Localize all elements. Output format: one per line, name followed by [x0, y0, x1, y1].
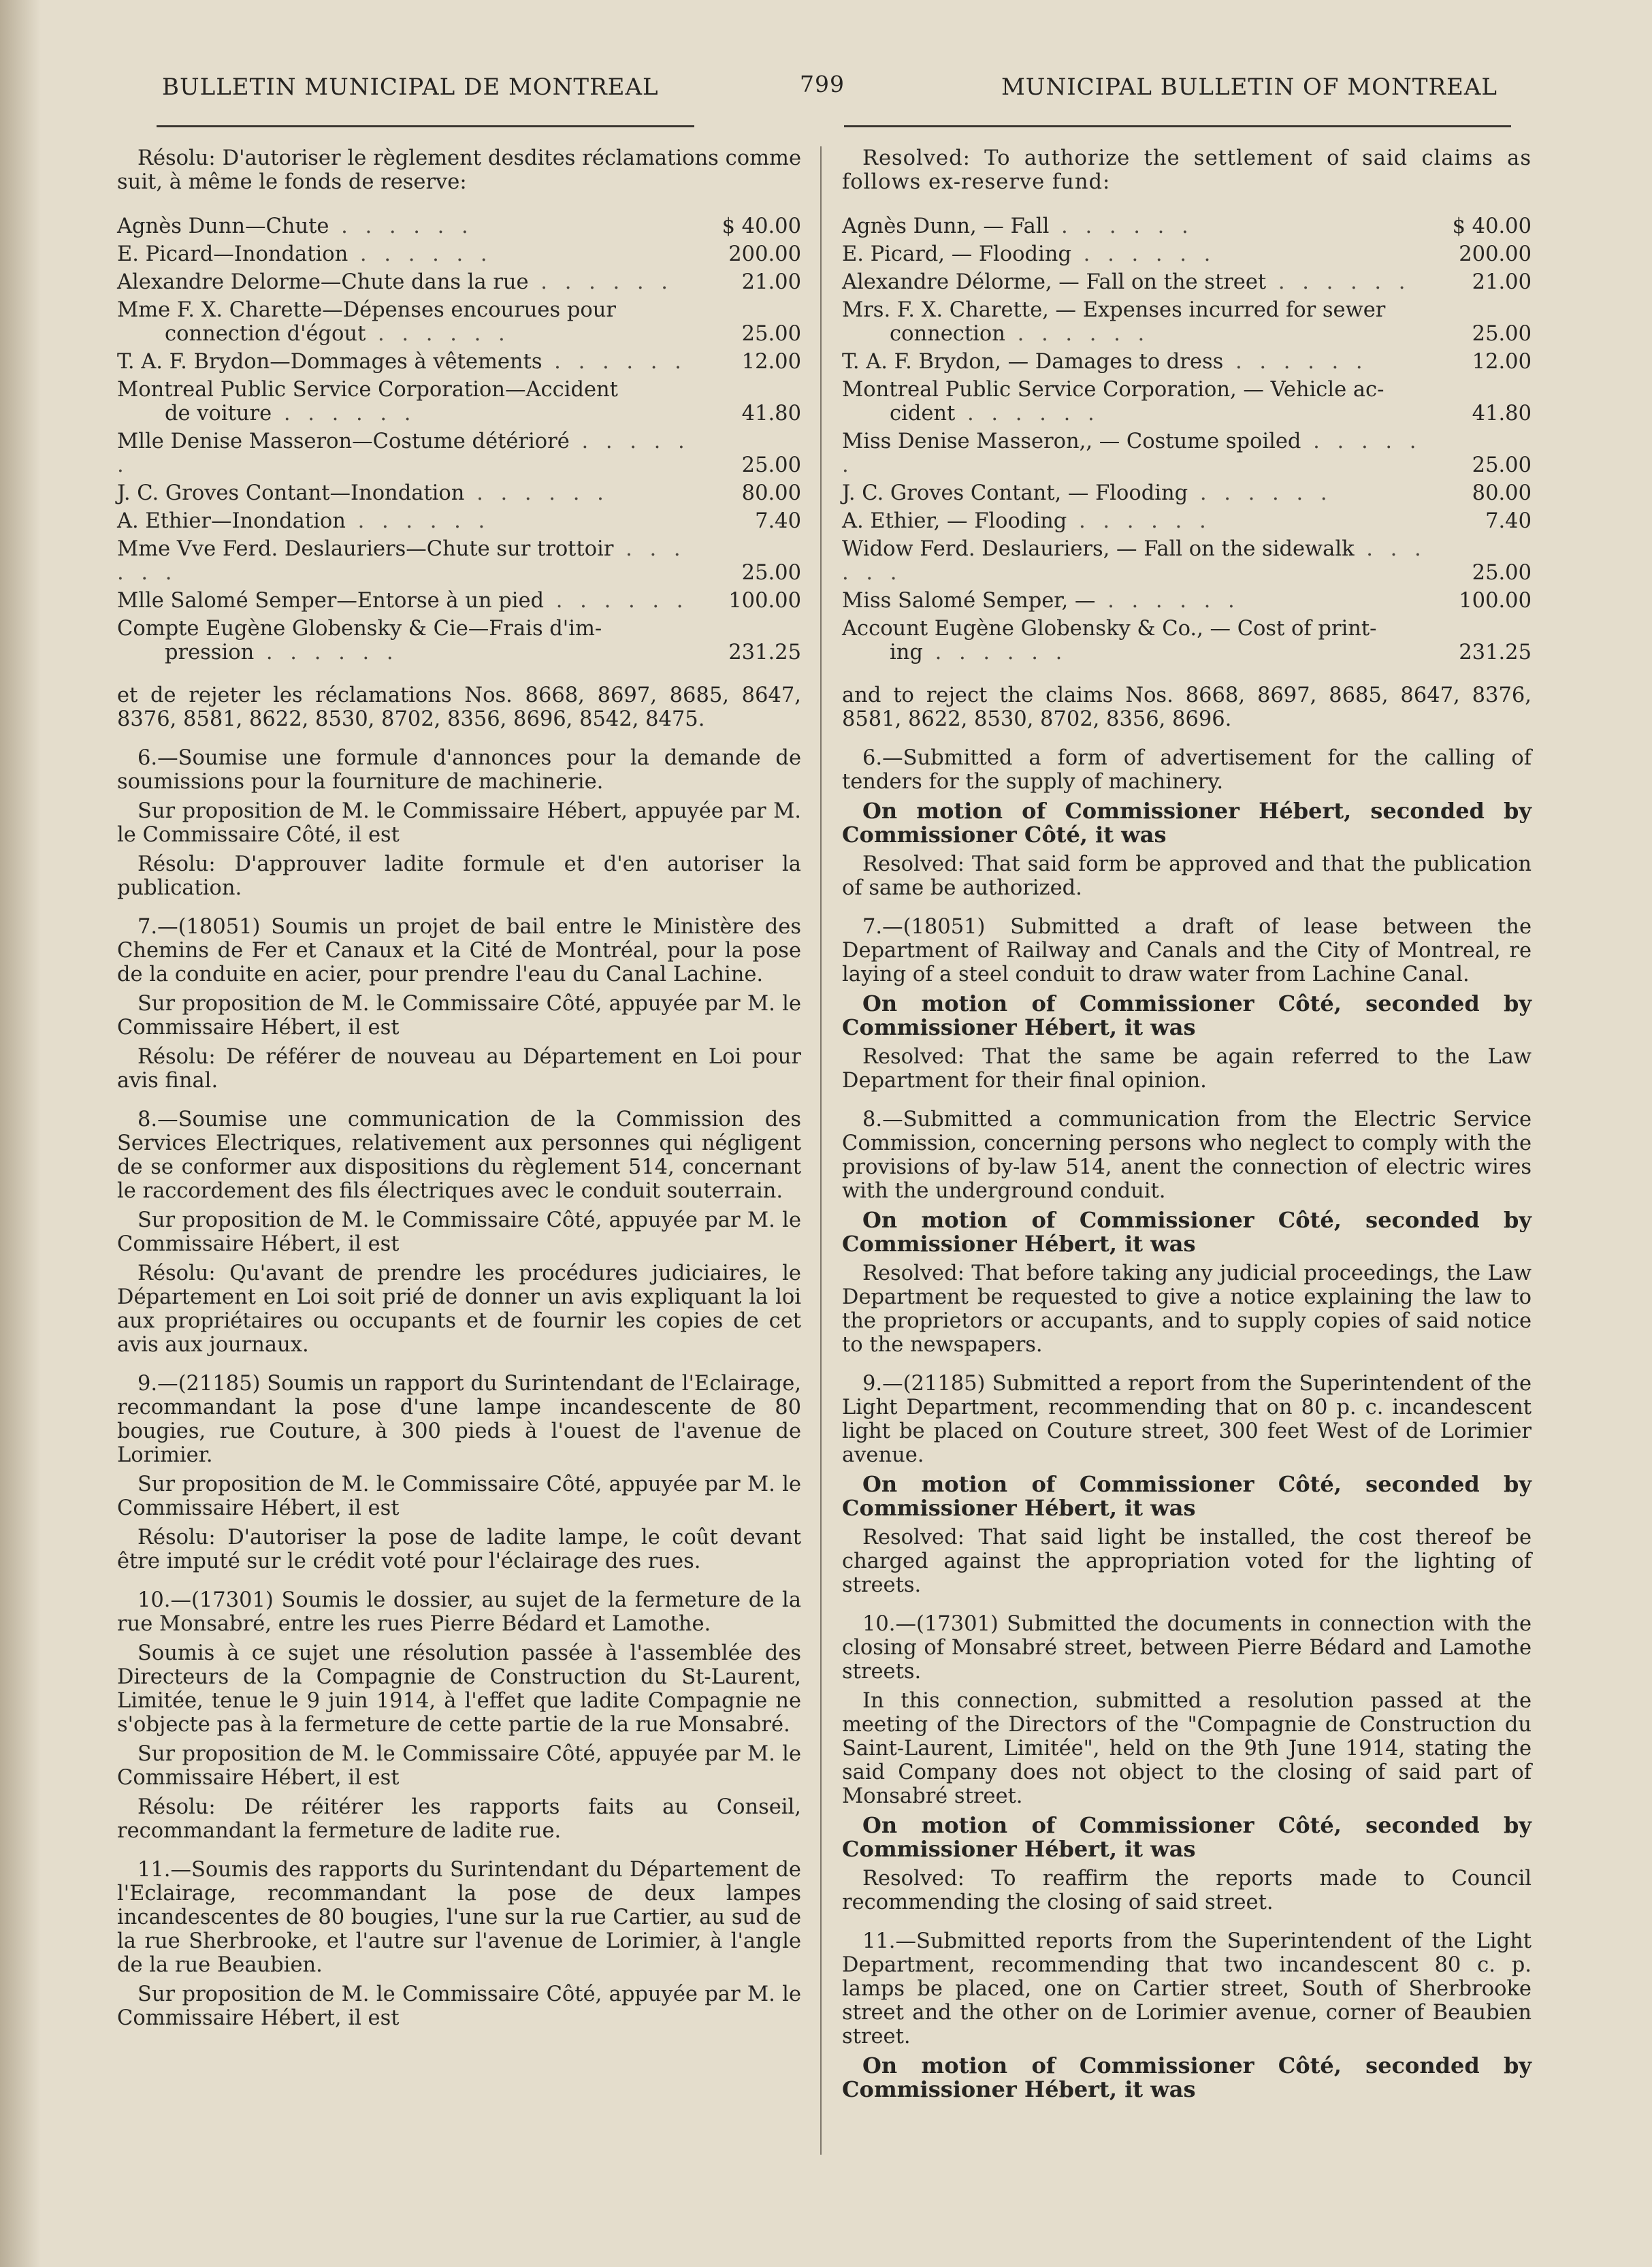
header-title-english: MUNICIPAL BULLETIN OF MONTREAL: [1001, 74, 1497, 101]
claim-description-continuation: connection . . . . . .: [890, 322, 1150, 346]
claim-amount: 231.25: [728, 641, 801, 664]
english-column: [842, 146, 1532, 2107]
en-item6-resolved: Resolved: That said form be approved and that the publication of same be authorized.: [842, 852, 1532, 900]
en-intro: Resolved: To authorize the settlement of said claims as follows ex-reserve fund:: [842, 146, 1532, 194]
claim-description-line: Alexandre Délorme, — Fall on the street: [842, 270, 1267, 294]
en-item7-motion: On motion of Commissioner Côté, seconded by Commissioner Hébert, it was: [842, 991, 1532, 1040]
claim-description: [842, 537, 1443, 585]
page-number: 799: [800, 71, 845, 97]
claim-amount: 21.00: [1472, 270, 1532, 294]
claim-description-continuation: pression . . . . . .: [165, 641, 399, 664]
claim-description-line: E. Picard—Inondation: [117, 242, 349, 266]
claim-description-continuation: connection d'égout . . . . . .: [165, 322, 511, 346]
claim-description: [117, 617, 713, 664]
en-item11-motion: On motion of Commissioner Côté, seconded by Commissioner Hébert, it was: [842, 2053, 1532, 2102]
fr-item10-resolved: Résolu: De réitérer les rapports faits au Conseil, recommandant la fermeture de ladite rue.: [117, 1795, 801, 1843]
claim-description-line: Montreal Public Service Corporation, — Vehicle ac-: [842, 378, 1384, 402]
claim-amount: 80.00: [741, 481, 801, 505]
claim-description-continuation: ing . . . . . .: [890, 641, 1068, 664]
leader-dots: . . . . . .: [1049, 214, 1194, 238]
claim-description-line: Mme Vve Ferd. Deslauriers—Chute sur trottoir: [117, 537, 614, 561]
leader-dots: . . . . . .: [1266, 270, 1411, 294]
claim-row: [117, 481, 801, 505]
en-item6: 6.—Submitted a form of advertisement for the calling of tenders for the supply of machinery.: [842, 746, 1532, 794]
en-item6-motion: On motion of Commissioner Hébert, seconded by Commissioner Côté, it was: [842, 798, 1532, 848]
claim-description: [117, 589, 713, 613]
leader-dots: . . . . . .: [528, 270, 673, 294]
claim-description-line: Mlle Denise Masseron—Costume détérioré: [117, 430, 570, 453]
fr-item8: 8.—Soumise une communication de la Commission des Services Electriques, relativement aux personnes qui négligent de se conformer aux dispositions du règlement 514, concernant le raccordement des fils électriques avec le conduit souterrain.: [117, 1108, 801, 1203]
fr-item10: 10.—(17301) Soumis le dossier, au sujet de la fermeture de la rue Monsabré, entre les rues Pierre Bédard et Lamothe.: [117, 1588, 801, 1636]
claim-description-line: Montreal Public Service Corporation—Accident: [117, 378, 618, 402]
claim-description: [117, 242, 713, 266]
claim-description-line: A. Ethier—Inondation: [117, 509, 346, 533]
leader-dots: . . . . . .: [254, 641, 399, 664]
claim-description: [117, 509, 713, 533]
column-divider: [820, 146, 822, 2155]
en-item8-motion: On motion of Commissioner Côté, seconded by Commissioner Hébert, it was: [842, 1207, 1532, 1257]
claim-amount: 41.80: [741, 402, 801, 425]
claim-amount: 25.00: [1472, 322, 1532, 346]
leader-dots: . . . . . .: [1067, 509, 1212, 533]
claim-row: [842, 617, 1532, 664]
claim-description: [842, 242, 1443, 266]
claim-row: [842, 350, 1532, 374]
claim-description: [842, 350, 1443, 374]
fr-item8-resolved: Résolu: Qu'avant de prendre les procédures judiciaires, le Département en Loi soit prié de donner un avis expliquant la loi aux propriétaires ou occupants et de fournir les copies de cet avis aux journaux.: [117, 1261, 801, 1357]
claim-description-line: A. Ethier, — Flooding: [842, 509, 1067, 533]
en-item9: 9.—(21185) Submitted a report from the Superintendent of the Light Department, recommending that on 80 p. c. incandescent light be placed on Couture street, 300 feet West of de Lorimier avenue.: [842, 1372, 1532, 1467]
claim-row: [842, 430, 1532, 477]
claim-amount: 41.80: [1472, 402, 1532, 425]
leader-dots: . . . . . .: [272, 402, 417, 425]
claim-description: [842, 589, 1443, 613]
leader-dots: . . . . . .: [1188, 481, 1333, 505]
claim-amount: $ 40.00: [722, 214, 801, 238]
claim-amount: 200.00: [1459, 242, 1532, 266]
claim-row: [117, 537, 801, 585]
claim-amount: 25.00: [1472, 561, 1532, 585]
en-item10-b: In this connection, submitted a resolution passed at the meeting of the Directors of the "Compagnie de Construction du Saint-Laurent, Limitée", held on the 9th June 1914, stating the said Company does not object to the closing of said part of Monsabré street.: [842, 1689, 1532, 1808]
claim-description: [842, 378, 1443, 425]
fr-item8-motion: Sur proposition de M. le Commissaire Côté, appuyée par M. le Commissaire Hébert, il est: [117, 1208, 801, 1256]
fr-item9-resolved: Résolu: D'autoriser la pose de ladite lampe, le coût devant être imputé sur le crédit voté pour l'éclairage des rues.: [117, 1526, 801, 1573]
claim-description: [842, 509, 1443, 533]
claim-row: [842, 589, 1532, 613]
claim-description: [117, 430, 713, 477]
fr-item7: 7.—(18051) Soumis un projet de bail entre le Ministère des Chemins de Fer et Canaux et la Cité de Montréal, pour la pose de la conduite en acier, pour prendre l'eau du Canal Lachine.: [117, 915, 801, 986]
en-reject: and to reject the claims Nos. 8668, 8697, 8685, 8647, 8376, 8581, 8622, 8530, 8702, 8356, 8696.: [842, 684, 1532, 731]
en-item7: 7.—(18051) Submitted a draft of lease between the Department of Railway and Canals and the City of Montreal, re laying of a steel conduit to draw water from Lachine Canal.: [842, 915, 1532, 986]
claim-description-line: Miss Denise Masseron,, — Costume spoiled: [842, 430, 1301, 453]
claim-description-line: Mrs. F. X. Charette, — Expenses incurred for sewer: [842, 298, 1386, 322]
en-item10: 10.—(17301) Submitted the documents in connection with the closing of Monsabré street, between Pierre Bédard and Lamothe streets.: [842, 1612, 1532, 1684]
header-rule-right: [844, 125, 1511, 127]
claim-description: [117, 481, 713, 505]
leader-dots: . . . . . .: [542, 350, 687, 374]
claim-row: [842, 214, 1532, 238]
fr-item10-b: Soumis à ce sujet une résolution passée à l'assemblée des Directeurs de la Compagnie de Construction du St-Laurent, Limitée, tenue le 9 juin 1914, à l'effet que ladite Compagnie ne s'objecte pas à la fermeture de cette partie de la rue Monsabré.: [117, 1641, 801, 1737]
leader-dots: . . . . . .: [345, 509, 491, 533]
claim-row: [842, 298, 1532, 346]
claim-description-line: Mme F. X. Charette—Dépenses encourues pour: [117, 298, 616, 322]
claim-description: [842, 617, 1443, 664]
claim-amount: 12.00: [1472, 350, 1532, 374]
claim-row: [842, 378, 1532, 425]
claim-description-continuation: cident . . . . . .: [890, 402, 1100, 425]
claim-description: [842, 270, 1443, 294]
claim-description-line: E. Picard, — Flooding: [842, 242, 1071, 266]
claim-description: [842, 298, 1443, 346]
claim-description-line: Compte Eugène Globensky & Cie—Frais d'im-: [117, 617, 602, 641]
en-item7-resolved: Resolved: That the same be again referred to the Law Department for their final opinion.: [842, 1045, 1532, 1093]
leader-dots: . . . . . .: [842, 430, 1422, 477]
fr-item11: 11.—Soumis des rapports du Surintendant du Département de l'Eclairage, recommandant la pose de deux lampes incandescentes de 80 bougies, l'une sur la rue Cartier, au sud de la rue Sherbrooke, et l'autre sur l'avenue de Lorimier, à l'angle de la rue Beaubien.: [117, 1858, 801, 1977]
fr-item6: 6.—Soumise une formule d'annonces pour la demande de soumissions pour la fourniture de machinerie.: [117, 746, 801, 794]
fr-item7-resolved: Résolu: De référer de nouveau au Département en Loi pour avis final.: [117, 1045, 801, 1093]
page-edge-shadow: [0, 0, 41, 2267]
header-rule-left: [157, 125, 694, 127]
claim-description: [117, 350, 713, 374]
claim-amount: 25.00: [741, 561, 801, 585]
claim-amount: $ 40.00: [1452, 214, 1532, 238]
claim-description-line: Mlle Salomé Semper—Entorse à un pied: [117, 589, 545, 613]
en-item8: 8.—Submitted a communication from the Electric Service Commission, concerning persons who neglect to comply with the provisions of by-law 514, anent the connection of electric wires with the underground conduit.: [842, 1108, 1532, 1203]
claim-row: [117, 214, 801, 238]
claim-amount: 100.00: [728, 589, 801, 613]
leader-dots: . . . . . .: [329, 214, 474, 238]
leader-dots: . . . . . .: [842, 537, 1427, 585]
claim-description: [842, 481, 1443, 505]
claim-description: [117, 378, 713, 425]
claim-description-line: J. C. Groves Contant, — Flooding: [842, 481, 1188, 505]
claim-amount: 21.00: [741, 270, 801, 294]
claim-description-line: Miss Salomé Semper, —: [842, 589, 1096, 613]
leader-dots: . . . . . .: [117, 537, 686, 585]
fr-item10-motion: Sur proposition de M. le Commissaire Côté, appuyée par M. le Commissaire Hébert, il est: [117, 1742, 801, 1790]
leader-dots: . . . . . .: [1223, 350, 1368, 374]
leader-dots: . . . . . .: [1071, 242, 1216, 266]
claim-description-line: T. A. F. Brydon—Dommages à vêtements: [117, 350, 542, 374]
fr-item9-motion: Sur proposition de M. le Commissaire Côté, appuyée par M. le Commissaire Hébert, il est: [117, 1473, 801, 1520]
claim-row: [117, 617, 801, 664]
claim-row: [117, 378, 801, 425]
en-item11: 11.—Submitted reports from the Superintendent of the Light Department, recommending that two incandescent 80 c. p. lamps be placed, one on Cartier street, South of Sherbrooke street and the other on de Lorimier avenue, corner of Beaubien street.: [842, 1929, 1532, 2048]
claim-description: [842, 214, 1443, 238]
claim-description: [117, 214, 713, 238]
claim-row: [842, 509, 1532, 533]
fr-item7-motion: Sur proposition de M. le Commissaire Côté, appuyée par M. le Commissaire Hébert, il est: [117, 992, 801, 1040]
claim-row: [842, 481, 1532, 505]
fr-claims-list: [117, 214, 801, 664]
en-item9-motion: On motion of Commissioner Côté, seconded by Commissioner Hébert, it was: [842, 1471, 1532, 1521]
claim-row: [842, 270, 1532, 294]
leader-dots: . . . . . .: [348, 242, 493, 266]
fr-reject: et de rejeter les réclamations Nos. 8668, 8697, 8685, 8647, 8376, 8581, 8622, 8530, 8702, 8356, 8696, 8542, 8475.: [117, 684, 801, 731]
leader-dots: . . . . . .: [544, 589, 689, 613]
en-item10-motion: On motion of Commissioner Côté, seconded by Commissioner Hébert, it was: [842, 1812, 1532, 1862]
en-item9-resolved: Resolved: That said light be installed, the cost thereof be charged against the appropriation voted for the lighting of streets.: [842, 1526, 1532, 1597]
claim-description-continuation: de voiture . . . . . .: [165, 402, 417, 425]
leader-dots: . . . . . .: [117, 430, 690, 477]
claim-row: [117, 298, 801, 346]
claim-description-line: Account Eugène Globensky & Co., — Cost of print-: [842, 617, 1377, 641]
claim-amount: 7.40: [755, 509, 801, 533]
claim-description-line: Agnès Dunn, — Fall: [842, 214, 1050, 238]
claim-amount: 7.40: [1485, 509, 1532, 533]
french-column: [117, 146, 801, 2036]
fr-item9: 9.—(21185) Soumis un rapport du Surintendant de l'Eclairage, recommandant la pose d'une lampe incandescente de 80 bougies, rue Couture, à 300 pieds à l'ouest de l'avenue de Lorimier.: [117, 1372, 801, 1467]
claim-row: [117, 430, 801, 477]
leader-dots: . . . . . .: [366, 322, 511, 346]
page-header: [150, 68, 1497, 109]
fr-intro: Résolu: D'autoriser le règlement desdites réclamations comme suit, à même le fonds de reserve:: [117, 146, 801, 194]
en-claims-list: [842, 214, 1532, 664]
claim-row: [842, 242, 1532, 266]
claim-description-line: Agnès Dunn—Chute: [117, 214, 329, 238]
claim-amount: 80.00: [1472, 481, 1532, 505]
leader-dots: . . . . . .: [464, 481, 609, 505]
claim-amount: 200.00: [728, 242, 801, 266]
claim-row: [842, 537, 1532, 585]
claim-row: [117, 509, 801, 533]
leader-dots: . . . . . .: [1005, 322, 1150, 346]
en-item8-resolved: Resolved: That before taking any judicial proceedings, the Law Department be requested to give a notice explaining the law to the proprietors or accupants, and to supply copies of said notice to the newspapers.: [842, 1261, 1532, 1357]
claim-description-line: J. C. Groves Contant—Inondation: [117, 481, 465, 505]
claim-amount: 25.00: [741, 322, 801, 346]
claim-row: [117, 270, 801, 294]
claim-row: [117, 589, 801, 613]
claim-amount: 25.00: [1472, 453, 1532, 477]
claim-row: [117, 242, 801, 266]
claim-description-line: T. A. F. Brydon, — Damages to dress: [842, 350, 1224, 374]
header-title-french: BULLETIN MUNICIPAL DE MONTREAL: [162, 74, 659, 101]
claim-description-line: Alexandre Delorme—Chute dans la rue: [117, 270, 529, 294]
claim-amount: 231.25: [1459, 641, 1532, 664]
claim-description: [117, 270, 713, 294]
fr-item6-resolved: Résolu: D'approuver ladite formule et d'en autoriser la publication.: [117, 852, 801, 900]
leader-dots: . . . . . .: [922, 641, 1068, 664]
claim-amount: 12.00: [741, 350, 801, 374]
claim-amount: 25.00: [741, 453, 801, 477]
claim-amount: 100.00: [1459, 589, 1532, 613]
leader-dots: . . . . . .: [955, 402, 1100, 425]
claim-description: [842, 430, 1443, 477]
fr-item11-motion: Sur proposition de M. le Commissaire Côté, appuyée par M. le Commissaire Hébert, il est: [117, 1982, 801, 2030]
fr-item6-motion: Sur proposition de M. le Commissaire Hébert, appuyée par M. le Commissaire Côté, il est: [117, 799, 801, 847]
claim-row: [117, 350, 801, 374]
claim-description-line: Widow Ferd. Deslauriers, — Fall on the sidewalk: [842, 537, 1355, 561]
claim-description: [117, 537, 713, 585]
en-item10-resolved: Resolved: To reaffirm the reports made to Council recommending the closing of said street.: [842, 1867, 1532, 1914]
leader-dots: . . . . . .: [1095, 589, 1240, 613]
claim-description: [117, 298, 713, 346]
